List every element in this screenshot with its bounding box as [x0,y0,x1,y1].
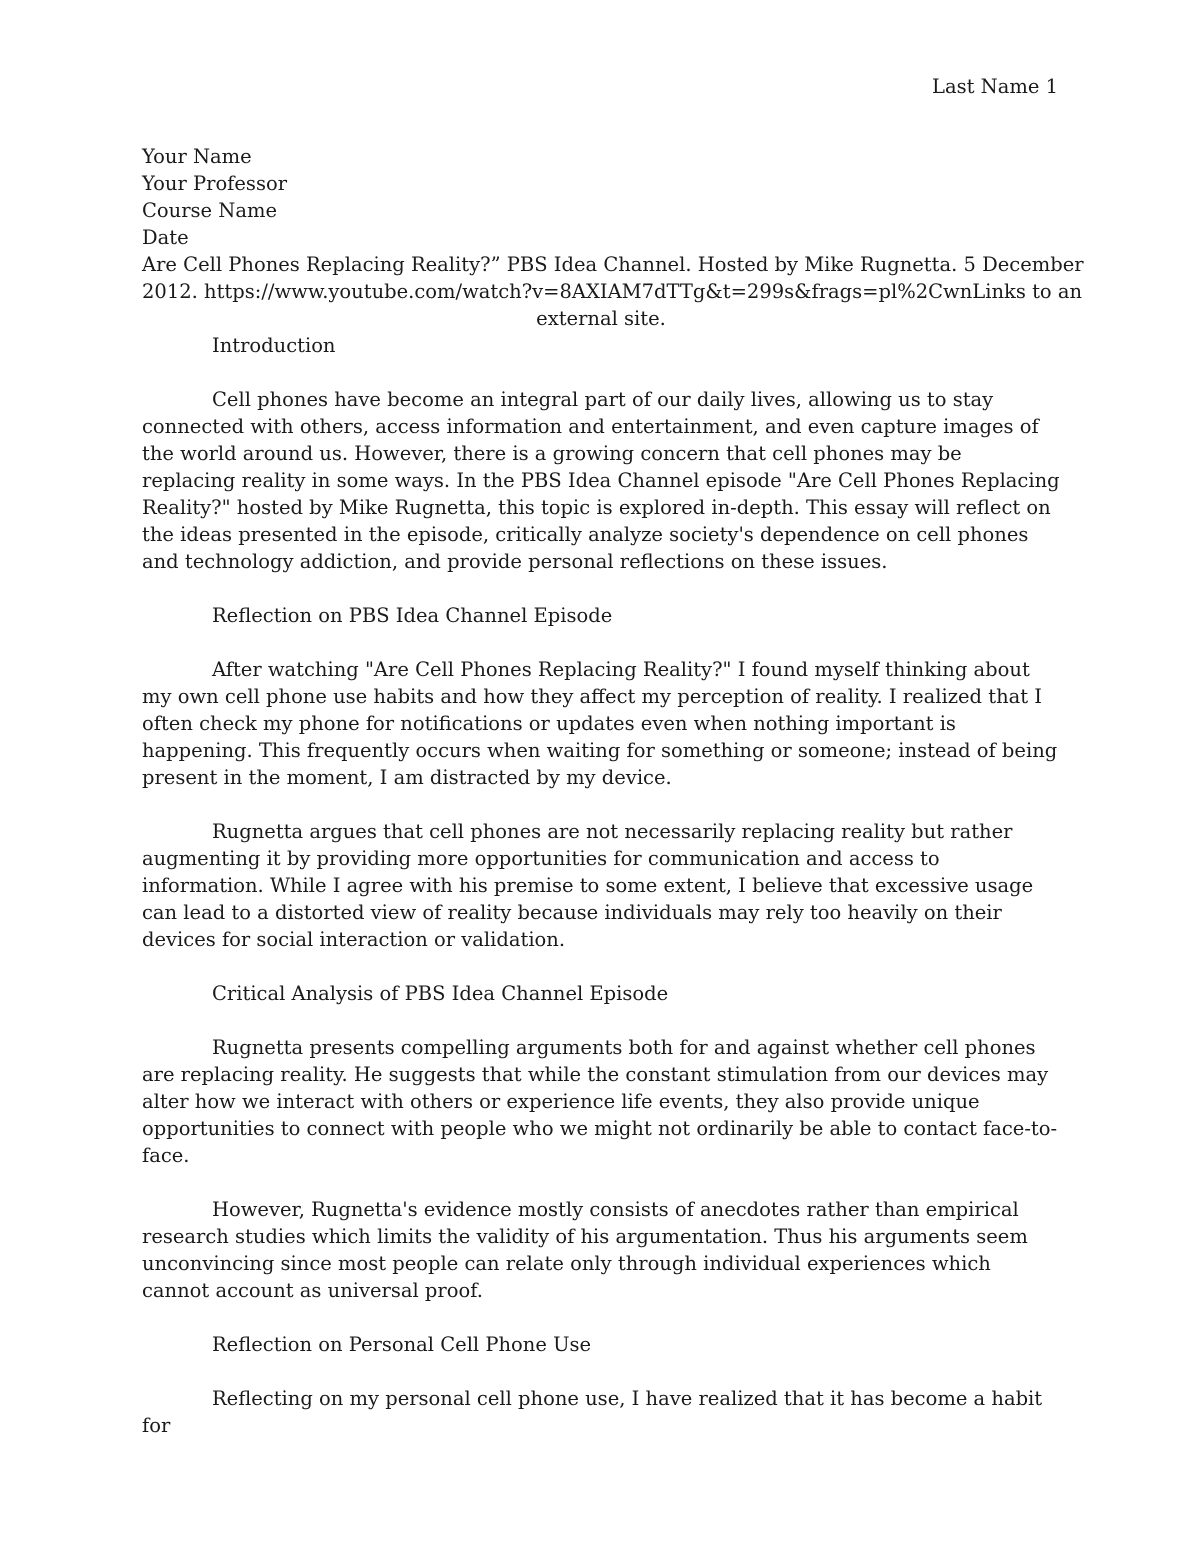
spacer [142,1358,1060,1385]
spacer [142,359,1060,386]
citation-line-3: external site. [536,307,666,330]
citation-line-2: 2012. https://www.youtube.com/watch?v=8AXIAM7dTTg&t=299s&frags=pl%2CwnLinks to an [142,280,1083,303]
citation-line-1: Are Cell Phones Replacing Reality?” PBS Idea Channel. Hosted by Mike Rugnetta. 5 December [142,253,1084,276]
spacer [142,1304,1060,1331]
section-heading-reflection: Reflection on PBS Idea Channel Episode [212,604,613,627]
paragraph-analysis-1: Rugnetta presents compelling arguments both for and against whether cell phones are replacing reality. He suggests that while the constant stimulation from our devices may alter how we interact with others or experience life events, they also provide unique opportunities to connect with people who we might not ordinarily be able to contact face-to-face. [142,1036,1058,1167]
date-line: Date [142,226,189,249]
paragraph-personal: Reflecting on my personal cell phone use, I have realized that it has become a habit for [142,1387,1043,1437]
document-body [142,143,1084,1439]
course-name: Course Name [142,199,278,222]
spacer [142,629,1060,656]
running-head: Last Name 1 [932,75,1058,98]
citation [142,251,1084,332]
section-heading-personal: Reflection on Personal Cell Phone Use [212,1333,592,1356]
spacer [142,953,1060,980]
spacer [142,1007,1060,1034]
paragraph-reflection-2: Rugnetta argues that cell phones are not necessarily replacing reality but rather augmenting it by providing more opportunities for communication and access to information. While I agree with his premise to some extent, I believe that excessive usage can lead to a distorted view of reality because individuals may rely too heavily on their devices for social interaction or validation. [142,820,1034,951]
paragraph-introduction: Cell phones have become an integral part of our daily lives, allowing us to stay connected with others, access information and entertainment, and even capture images of the world around us. However, there is a growing concern that cell phones may be replacing reality in some ways. In the PBS Idea Channel episode "Are Cell Phones Replacing Reality?" hosted by Mike Rugnetta, this topic is explored in-depth. This essay will reflect on the ideas presented in the episode, critically analyze society's dependence on cell phones and technology addiction, and provide personal reflections on these issues. [142,388,1060,573]
section-heading-introduction: Introduction [212,334,336,357]
spacer [142,791,1060,818]
paragraph-analysis-2: However, Rugnetta's evidence mostly consists of anecdotes rather than empirical research studies which limits the validity of his argumentation. Thus his arguments seem unconvincing since most people can relate only through individual experiences which cannot account as universal proof. [142,1198,1028,1302]
professor-name: Your Professor [142,172,288,195]
student-name: Your Name [142,145,252,168]
paragraph-reflection-1: After watching "Are Cell Phones Replacing Reality?" I found myself thinking about my own cell phone use habits and how they affect my perception of reality. I realized that I often check my phone for notifications or updates even when nothing important is happening. This frequently occurs when waiting for something or someone; instead of being present in the moment, I am distracted by my device. [142,658,1058,789]
spacer [142,575,1060,602]
spacer [142,1169,1060,1196]
section-heading-analysis: Critical Analysis of PBS Idea Channel Episode [212,982,669,1005]
